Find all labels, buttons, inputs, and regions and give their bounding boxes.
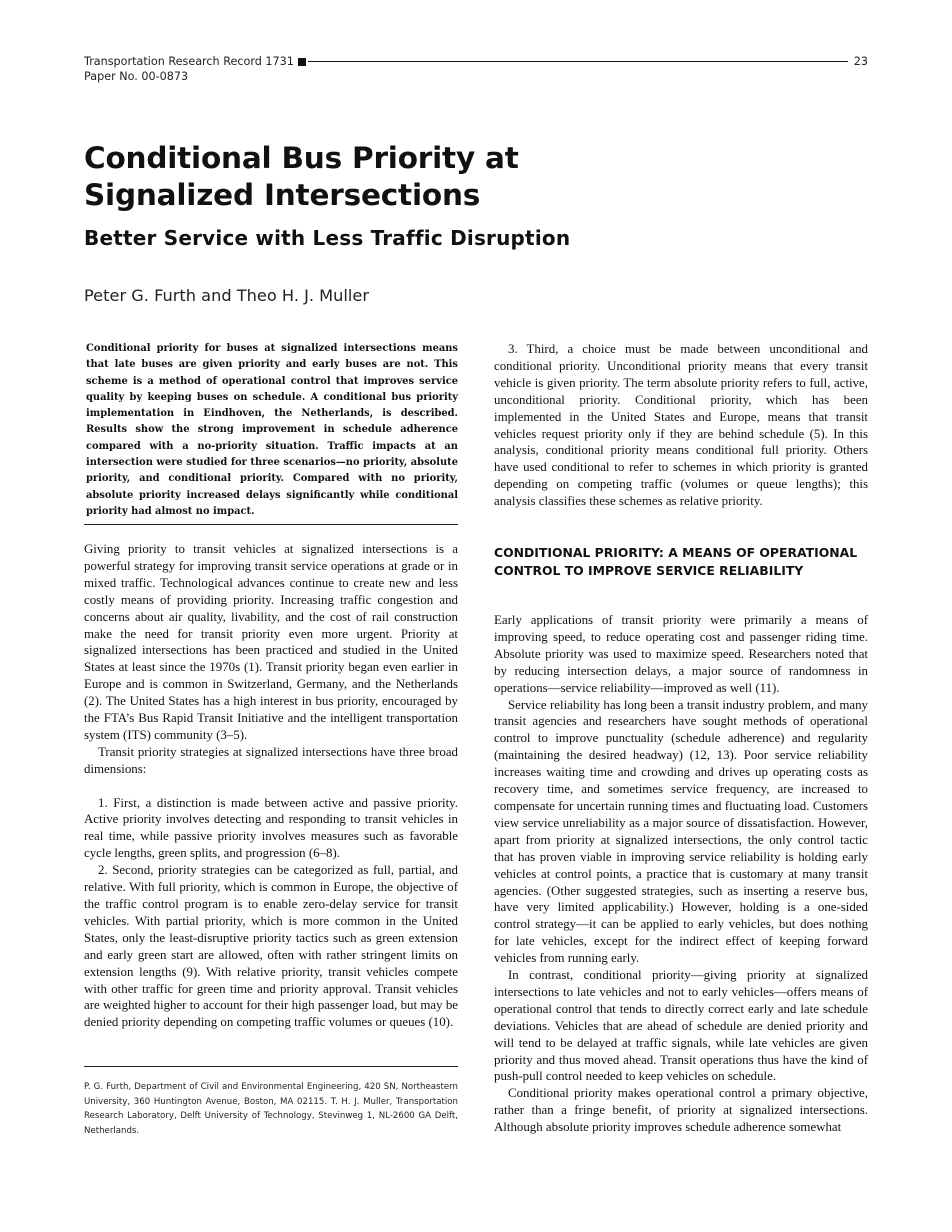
right-column-body [494,612,868,1136]
right-column-top [494,341,868,510]
author-footnote: P. G. Furth, Department of Civil and Environmental Engineering, 420 SN, Northeastern University, 360 Huntington Avenue, Boston, MA 02115. T. H. J. Muller, Transportation Research Laboratory, Delft University of Technology, Stevinweg 1, NL-2600 GA Delft, Netherlands. [84,1082,458,1136]
title-line-2: Signalized Intersections [84,178,481,212]
page-number: 23 [853,55,868,68]
body-paragraph: Transit priority strategies at signalized intersections have three broad dimensions: [84,744,458,776]
list-item: 1. First, a distinction is made between active and passive priority. Active priority involves detecting and responding to transit vehicles in real time, while passive priority involves measures such as favorable cycle lengths, green splits, and progression (6–8). [84,795,458,861]
article-subtitle: Better Service with Less Traffic Disruption [84,226,571,250]
body-paragraph: Service reliability has long been a transit industry problem, and many transit agencies and researchers have sought methods of operational control to improve punctuality (schedule adherence) and regularity (maintaining the desired headway) (12, 13). Poor service reliability increases waiting time and crowding and drives up operating costs as recovery time, and sometimes service frequency, are increased to compensate for uncertain running times and fluctuating load. Customers view service unreliability as a major source of dissatisfaction. However, apart from priority at signalized intersections, the only control tactic that has proven viable in improving service reliability is holding early vehicles at control points, a practice that is customary at many transit agencies. (Other suggested strategies, such as inserting a reserve bus, have very limited applicability.) However, holding is a one-sided control strategy—it can be applied to early vehicles, but does nothing for late vehicles, except for the indirect effect of keeping forward vehicles from running early. [494,697,868,966]
authors: Peter G. Furth and Theo H. J. Muller [84,286,370,305]
header-square-marker [298,58,306,66]
running-header [84,54,868,84]
paper-number: Paper No. 00-0873 [84,70,189,83]
abstract: Conditional priority for buses at signalized intersections means that late buses are given priority and early buses are not. This scheme is a method of operational control that improves service quality by keeping buses on schedule. A conditional bus priority implementation in Eindhoven, the Netherlands, is described. Results show the strong improvement in schedule adherence compared with a no-priority situation. Traffic impacts at an intersection were studied for three scenarios—no priority, absolute priority, and conditional priority. Compared with no priority, absolute priority increased delays significantly while conditional priority had almost no impact. [86,343,458,517]
title-line-1: Conditional Bus Priority at [84,141,519,175]
section-heading: CONDITIONAL PRIORITY: A MEANS OF OPERATIONAL CONTROL TO IMPROVE SERVICE RELIABILITY [494,545,858,578]
header-rule [308,61,848,62]
footnote-rule [84,1066,458,1067]
list-item: 3. Third, a choice must be made between unconditional and conditional priority. Unconditional priority means that every transit vehicle is given priority. The term absolute priority refers to full, active, unconditional priority. Conditional priority, which has been implemented in the United States and Europe, means that transit vehicles request priority only if they are behind schedule (5). In this analysis, conditional priority means conditional full priority. Others have used conditional to refer to schemes in which priority is granted depending on competing traffic (volumes or queue lengths); this analysis classifies these schemes as relative priority. [494,342,868,509]
body-paragraph: Conditional priority makes operational control a primary objective, rather than a fringe benefit, of priority at signalized intersections. Although absolute priority improves schedule adherence somewhat [494,1086,868,1135]
body-paragraph: In contrast, conditional priority—giving priority at signalized intersections to late vehicles and not to early vehicles—offers means of operational control that tends to directly correct early and late schedule deviations. Vehicles that are ahead of schedule are denied priority and will tend to be delayed at traffic signals, while late vehicles are given priority and thus moved ahead. Transit operations thus have the kind of push-pull control needed to keep vehicles on schedule. [494,968,868,1084]
left-column [84,541,458,1031]
journal-name: Transportation Research Record 1731 [84,55,294,68]
body-paragraph: Early applications of transit priority were primarily a means of improving speed, to reduce operating cost and passenger riding time. Absolute priority was used to maximize speed. Researchers noted that by reducing intersection delays, a major source of randomness in operations—service reliability—improved as well (11). [494,613,868,695]
abstract-rule [84,524,458,525]
list-item: 2. Second, priority strategies can be categorized as full, partial, and relative. With full priority, which is common in Europe, the objective of the traffic control program is to enable zero-delay service for transit vehicles. With partial priority, which is more common in the United States, only the least-disruptive priority tactics such as green extension and early green start are allowed, often with rather stringent limits on extension lengths (9). With relative priority, transit vehicles compete with other traffic for green time and priority approval. Transit vehicles are weighted higher to account for their high passenger load, but may be denied priority depending on competing traffic volumes or queues (10). [84,863,458,1030]
article-title [84,140,874,214]
body-paragraph: Giving priority to transit vehicles at signalized intersections is a powerful strategy for improving transit service operations at grade or in mixed traffic. Technological advances continue to create new and less costly means of providing priority. Increasing traffic congestion and concerns about air quality, livability, and the cost of rail construction make the need for transit priority even more urgent. Priority at signalized intersections has been practiced and studied in the United States at least since the 1970s (1). Transit priority began even earlier in Europe and is common in Switzerland, Germany, and the Netherlands (2). The United States has a high interest in bus priority, encouraged by the FTA’s Bus Rapid Transit Initiative and the intelligent transportation system (ITS) community (3–5). [84,542,458,742]
